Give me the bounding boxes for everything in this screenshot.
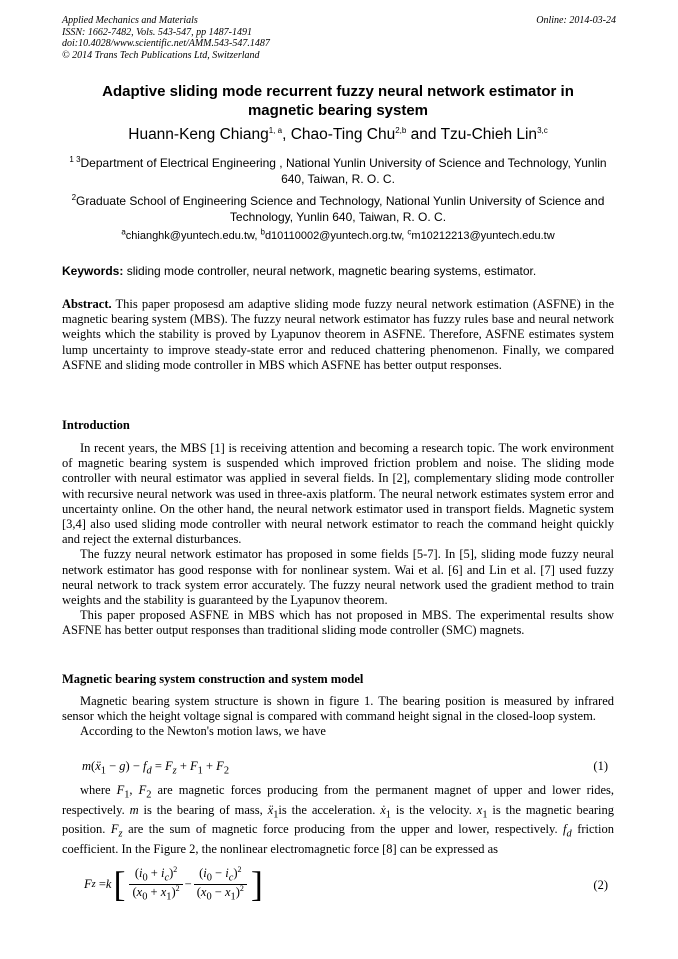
affiliation-2 [62, 193, 614, 225]
author-2: Chao-Ting Chu [290, 126, 396, 143]
email-2-sup: b [260, 227, 265, 237]
equation-2 [62, 866, 614, 902]
abstract-label: Abstract. [62, 297, 112, 311]
author-1-sup: 1, a [268, 125, 283, 135]
keywords [62, 264, 614, 279]
intro-section [62, 441, 614, 639]
keywords-text: sliding mode controller, neural network, magnetic bearing systems, estimator. [123, 264, 537, 278]
text-run: where [80, 783, 117, 797]
keywords-label: Keywords: [62, 264, 124, 278]
equation-1 [62, 759, 614, 777]
email-1: chianghk@yuntech.edu.tw [125, 230, 255, 242]
online-date: Online: 2014-03-24 [536, 15, 616, 26]
equation-1-body: m(ẍ$_1$ − $g) - f_d = F_z + F_1 + F_2$ [82, 759, 230, 777]
text-run: is the bearing of mass, [138, 802, 268, 817]
author-3: Tzu-Chieh Lin [440, 126, 538, 143]
author-emails [62, 229, 614, 243]
copyright-line: © 2014 Trans Tech Publications Ltd, Switzerland [62, 49, 260, 61]
intro-paragraph-1: In recent years, the MBS [1] is receiving attention and becoming a research topic. The work environment of magnetic bearing system is suspended which improved friction problem and noise. The sliding mode controller with neural estimator was applied in several fields. In [2], complementary sliding mode controller with recursive neural network was used in three-axis platform. The neural network estimates system error and uncertainty online. On the other hand, the neural network estimator used in transport fields. Magnetic system [3,4] also used sliding mode controller with neural network estimator to reach the command height quickly and reject the external disturbances. [62, 441, 614, 547]
email-3: m10212213@yuntech.edu.tw [411, 230, 555, 242]
title-line-1: Adaptive sliding mode recurrent fuzzy neural network estimator in [102, 83, 574, 100]
issn-line: ISSN: 1662-7482, Vols. 543-547, pp 1487-1491 [62, 26, 252, 38]
text-run: is the velocity. [390, 802, 477, 817]
intro-paragraph-3: This paper proposed ASFNE in MBS which has not proposed in MBS. The experimental results show ASFNE has better output responses than traditional sliding mode controller (SMC) magnets. [62, 608, 614, 638]
mbs-paragraph-2: According to the Newton's motion laws, we have [80, 724, 326, 739]
abstract-paragraph [62, 297, 614, 373]
doi-line: doi:10.4028/www.scientific.net/AMM.543-547.1487 [62, 38, 270, 49]
title-line-2: magnetic bearing system [247, 102, 429, 119]
text-run: is the magnetic bearing position. [62, 802, 615, 837]
mbs-paragraph-3-text: where $F_1$, $F_2$ are magnetic forces producing from the permanent magnet of upper and lower rides, respectively. m is the bearing of mass, ẍ$_1$is the acceleration. ẋ$_1$ is the velocity. $x_1$ is the magnetic bearing position. $F_z$ are the sum of magnetic force producing from the upper and lower, respectively. $f_d$ friction coefficient. In the Figure 2, the nonlinear electromagnetic force [8] can be expressed as [62, 783, 615, 857]
mbs-paragraph-3 [62, 783, 614, 857]
text-run: are the sum of magnetic force producing from the upper and lower, respectively. [122, 822, 564, 837]
author-2-sup: 2,b [395, 125, 407, 135]
running-header [62, 15, 616, 61]
affiliation-1 [62, 155, 614, 187]
author-separator: , [282, 126, 291, 143]
mbs-heading: Magnetic bearing system construction and system model [62, 672, 364, 686]
paper-title [62, 82, 614, 120]
affiliation-2-sup: 2 [71, 193, 77, 202]
author-1: Huann-Keng Chiang [128, 126, 269, 143]
text-run: is the acceleration. [278, 802, 381, 817]
intro-heading: Introduction [62, 418, 130, 432]
intro-paragraph-2: The fuzzy neural network estimator has proposed in some fields [5-7]. In [5], sliding mode fuzzy neural network estimator has good response with for nonlinear system. Wai et al. [6] and Lin et al. [7] used fuzzy neural network to track system error accurately. The fuzzy neural network used the gradient method to train weights and the stability is guaranteed by the Lyapunov theorem. [62, 547, 614, 608]
equation-2-number: (2) [593, 878, 608, 892]
abstract [62, 297, 614, 373]
journal-name: Applied Mechanics and Materials [62, 15, 198, 26]
affiliation-2-text: Graduate School of Engineering Science and Technology, National Yunlin University of Science and Technology, Yunlin 640, Taiwan, R. O. C. [76, 194, 605, 224]
author-3-sup: 3,c [537, 125, 548, 135]
email-2: d10110002@yuntech.org.tw [264, 230, 402, 242]
email-1-sup: a [121, 227, 126, 237]
affiliation-1-text: Department of Electrical Engineering , National Yunlin University of Science and Technology, Yunlin 640, Taiwan, R. O. C. [80, 156, 607, 186]
email-3-sup: c [407, 227, 412, 237]
email-separator: , [254, 230, 261, 242]
text-run: are magnetic forces producing from the permanent magnet of upper and lower rides, respectively. [62, 783, 614, 817]
email-separator: , [401, 230, 408, 242]
author-separator: and [406, 126, 441, 143]
abstract-text: This paper proposesd am adaptive sliding mode fuzzy neural network estimation (ASFNE) in the magnetic bearing system (MBS). The fuzzy neural network estimator has fuzzy rules base and neural network weights which the stability is proved by Lyapunov theorem in ASFNE. Therefore, ASFNE estimates system lump uncertainty to improve steady-state error and reduced chattering phenomenon. Finally, we compared ASFNE and sliding mode controller in MBS which ASFNE has better output responses. [62, 297, 614, 372]
equation-2-body: F z = k [ $\frac{(i_0 + i_c)^2}{(x_0 + x_1)^2}$ − $\frac{(i_0 - i_c)^2}{(x_0 - x_1)^2}$ ] [84, 864, 263, 904]
mbs-paragraph-1: Magnetic bearing system structure is shown in figure 1. The bearing position is measured by infrared sensor which the height voltage signal is compared with command height signal in the closed-loop system. [62, 694, 614, 724]
mbs-section [62, 694, 614, 740]
affiliation-1-sup: 1 3 [69, 155, 81, 164]
author-list [62, 125, 614, 145]
text-run: friction coefficient. In the Figure 2, the nonlinear electromagnetic force [8] can be expressed as [62, 822, 614, 857]
equation-1-number: (1) [593, 759, 608, 773]
